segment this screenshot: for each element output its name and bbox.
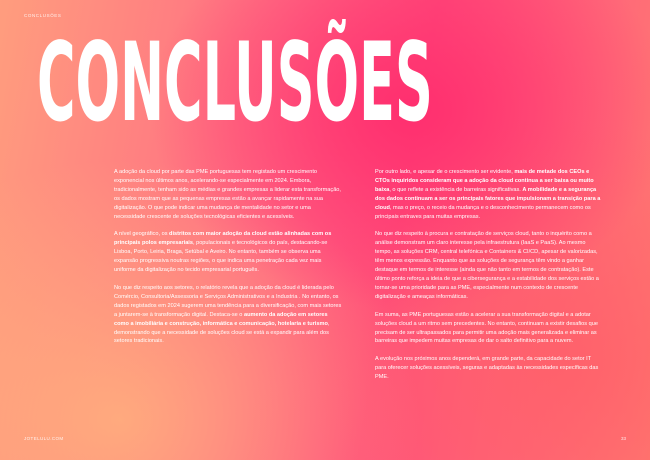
text-run: A adoção da cloud por parte das PME portuguesas tem registado um crescimento exponencial nos últimos anos, acelerando-se especialmente em 2024. Embora, tradicionalmente, tenham sido as médias e grandes empresas a liderar esta transformação, os dados mostram que as pequenas empresas estão a avançar rapidamente na sua digitalização. O que pode indicar uma mudança de mentalidade no setor e uma necessidade crescente de soluções tecnológicas eficientes e acessíveis. bbox=[114, 169, 341, 220]
text-run: No que diz respeito à procura e contratação de serviços cloud, tanto o inquérito como a análise demonstram um claro interesse pela infraestrutura (IaaS e PaaS). Ao mesmo tempo, as soluções CRM, central telefónica e Containers & CI/CD, apesar de valorizadas, têm menos expressão. Enquanto que as soluções de segurança têm vindo a ganhar destaque em termos de interesse (ainda que não tanto em termos de contratação). Este último ponto reforça a ideia de que a cibersegurança e a estabilidade dos serviços estão a tornar-se uma prioridade para as PME, especialmente num contexto de crescente digitalização e ameaças informáticas. bbox=[375, 231, 599, 300]
footer-website: JOTELULU.COM bbox=[24, 436, 64, 441]
text-run: , o que reflete a existência de barreiras significativas. bbox=[389, 186, 523, 193]
text-run: A nível geográfico, os bbox=[114, 231, 170, 238]
page-title: CONCLUSÕES bbox=[37, 21, 433, 148]
text-run: Em suma, as PME portuguesas estão a acelerar a sua transformação digital e a adotar soluções cloud a um ritmo sem precedentes. No entanto, continuam a existir desafios que precisam de ser ultrapassados para permitir uma adoção mais generalizada e eliminar as barreiras que impedem muitas empresas de dar o salto definitivo para a nuvem. bbox=[375, 311, 598, 345]
page-number: 33 bbox=[620, 436, 626, 441]
section-label: CONCLUSÕES bbox=[24, 13, 62, 18]
paragraph bbox=[375, 168, 603, 221]
paragraph bbox=[375, 230, 603, 301]
text-run: , populacionais e tecnológicos do país, destacando-se Lisboa, Porto, Leiria, Braga, Setúbal e Aveiro. No entanto, também se observa uma expansão progressiva noutras regiões, o que indica uma penetração cada vez mais uniforme da digitalização no tecido empresarial português. bbox=[114, 240, 328, 274]
bold-text: aumento da adoção em setores como a imobiliária e construção, informática e comunicação, hotelaria e turismo bbox=[114, 311, 328, 327]
paragraph bbox=[114, 230, 342, 275]
paragraph bbox=[114, 168, 342, 221]
paragraph bbox=[375, 355, 603, 382]
right-text-column bbox=[375, 168, 603, 391]
text-run: Por outro lado, e apesar de o crescimento ser evidente, bbox=[375, 169, 515, 175]
text-run: , demonstrando que a necessidade de soluções cloud se está a expandir para além dos setores tradicionais. bbox=[114, 320, 330, 345]
text-run: , mas o preço, o receio da mudança e o desconhecimento permanecem como os principais entraves para muitas empresas. bbox=[375, 204, 591, 220]
bold-text: mais de metade dos CEOs e CTOs inquiridos consideram que a adoção da cloud continua a ser baixa ou muito baixa bbox=[375, 169, 594, 193]
paragraph bbox=[114, 284, 342, 346]
paragraph bbox=[375, 311, 603, 347]
bold-text: A mobilidade e a segurança dos dados continuam a ser os principais fatores que impulsionam a transição para a cloud bbox=[375, 186, 601, 211]
left-text-column bbox=[114, 168, 342, 355]
text-run: No que diz respeito aos setores, o relatório revela que a adoção da cloud é liderada pelo Comércio, Consultoria/Assessoria e Serviços Administrativos e a Industria . No entanto, os dados registados em 2024 sugerem uma tendência para a diversificação, com mais setores a juntarem-se à transformação digital. Destaca-se o bbox=[114, 284, 342, 318]
bold-text: distritos com maior adoção da cloud estão alinhadas com os principais polos empresariais bbox=[114, 231, 332, 247]
text-run: A evolução nos próximos anos dependerá, em grande parte, da capacidade do setor IT para oferecer soluções acessíveis, seguras e adaptadas às necessidades específicas das PME. bbox=[375, 356, 599, 381]
